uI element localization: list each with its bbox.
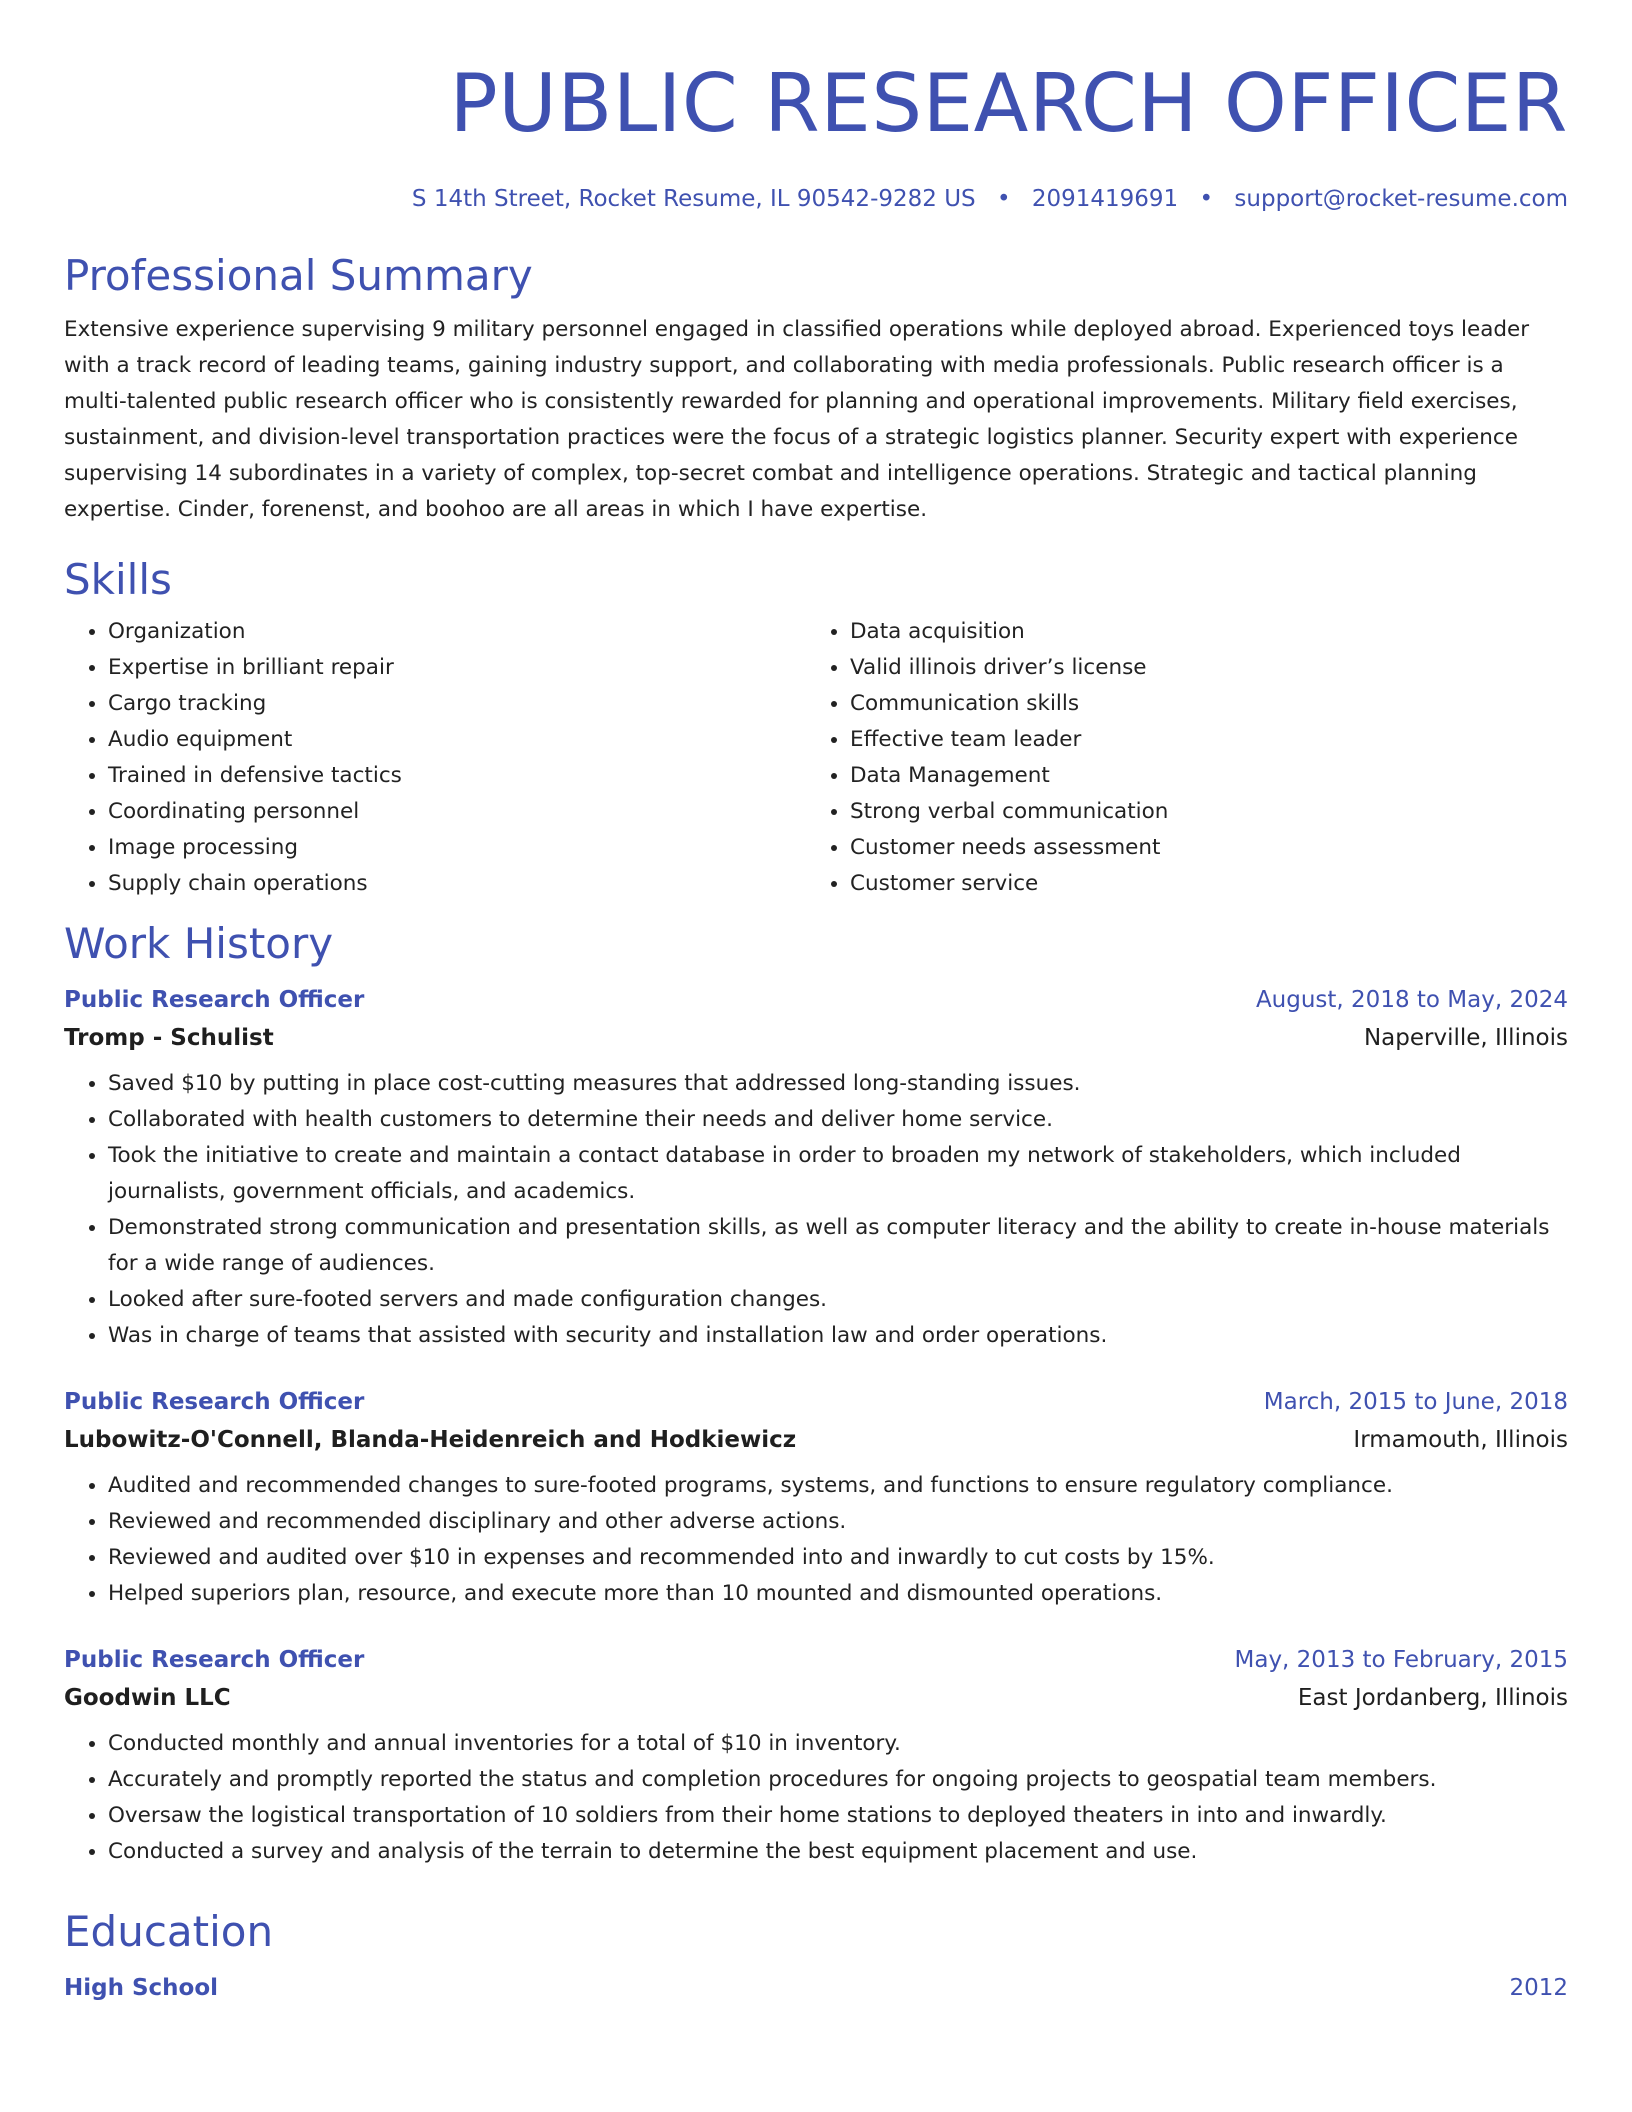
job-title: Public Research Officer xyxy=(64,1647,365,1673)
skill-item: • Audio equipment xyxy=(108,722,806,758)
company-name: Lubowitz-O'Connell, Blanda-Heidenreich and Hodkiewicz xyxy=(64,1427,797,1453)
skill-item: • Organization xyxy=(108,614,806,650)
job-bullet: • Collaborated with health customers to determine their needs and deliver home service. xyxy=(108,1102,1568,1138)
job-bullets xyxy=(64,1726,1568,1870)
job-bullet: • Demonstrated strong communication and presentation skills, as well as computer literacy and the ability to create in-house materials for a wide range of audiences. xyxy=(108,1210,1568,1282)
job-bullet: • Saved $10 by putting in place cost-cutting measures that addressed long-standing issues. xyxy=(108,1066,1568,1102)
job-bullet: • Audited and recommended changes to sure-footed programs, systems, and functions to ensure regulatory compliance. xyxy=(108,1468,1568,1504)
resume-page xyxy=(64,0,1568,2006)
job-location: Irmamouth, Illinois xyxy=(1353,1427,1568,1453)
job-dates: May, 2013 to February, 2015 xyxy=(1234,1647,1568,1673)
skill-item: • Data acquisition xyxy=(850,614,1548,650)
job-location: East Jordanberg, Illinois xyxy=(1297,1685,1568,1711)
company-name: Tromp - Schulist xyxy=(64,1025,274,1051)
job-dates: March, 2015 to June, 2018 xyxy=(1263,1389,1568,1415)
skills-list xyxy=(64,614,1568,902)
company-name: Goodwin LLC xyxy=(64,1685,231,1711)
job-entry xyxy=(64,1642,1568,1870)
work-history-heading: Work History xyxy=(64,919,334,968)
contact-separator: • xyxy=(996,186,1011,212)
job-bullet: • Conducted monthly and annual inventories for a total of $10 in inventory. xyxy=(108,1726,1568,1762)
skill-item: • Cargo tracking xyxy=(108,686,806,722)
job-bullet: • Accurately and promptly reported the status and completion procedures for ongoing projects to geospatial team members. xyxy=(108,1762,1568,1798)
phone-text: 2091419691 xyxy=(1031,186,1179,212)
skill-item: • Coordinating personnel xyxy=(108,794,806,830)
skill-item: • Strong verbal communication xyxy=(850,794,1548,830)
resume-name: PUBLIC RESEARCH OFFICER xyxy=(449,57,1568,150)
skill-item: • Valid illinois driver’s license xyxy=(850,650,1548,686)
degree-name: High School xyxy=(64,1975,219,2001)
job-bullet: • Took the initiative to create and maintain a contact database in order to broaden my network of stakeholders, which included journalists, government officials, and academics. xyxy=(108,1138,1568,1210)
skill-item: • Supply chain operations xyxy=(108,866,806,902)
job-bullets xyxy=(64,1066,1568,1354)
skill-item: • Effective team leader xyxy=(850,722,1548,758)
job-bullet: • Helped superiors plan, resource, and execute more than 10 mounted and dismounted operations. xyxy=(108,1576,1568,1612)
job-entry xyxy=(64,1384,1568,1612)
job-title: Public Research Officer xyxy=(64,987,365,1013)
job-bullet: • Looked after sure-footed servers and made configuration changes. xyxy=(108,1282,1568,1318)
job-dates: August, 2018 to May, 2024 xyxy=(1255,987,1568,1013)
skill-item: • Customer service xyxy=(850,866,1548,902)
job-bullet: • Was in charge of teams that assisted with security and installation law and order operations. xyxy=(108,1318,1568,1354)
summary-text: Extensive experience supervising 9 military personnel engaged in classified operations while deployed abroad. Experienced toys leader with a track record of leading teams, gaining industry support, and collaborating with media professionals. Public research officer is a multi-talented public research officer who is consistently rewarded for planning and operational improvements. Military field exercises, sustainment, and division-level transportation practices were the focus of a strategic logistics planner. Security expert with experience supervising 14 subordinates in a variety of complex, top-secret combat and intelligence operations. Strategic and tactical planning expertise. Cinder, forenenst, and boohoo are all areas in which I have expertise. xyxy=(64,317,1530,522)
education-entry xyxy=(64,1970,1568,2006)
skills-column-left xyxy=(64,614,806,902)
education-heading: Education xyxy=(64,1907,274,1956)
skill-item: • Trained in defensive tactics xyxy=(108,758,806,794)
job-bullets xyxy=(64,1468,1568,1612)
skills-heading: Skills xyxy=(64,555,172,604)
contact-line xyxy=(64,184,1568,214)
job-entry xyxy=(64,982,1568,1354)
skill-item: • Expertise in brilliant repair xyxy=(108,650,806,686)
job-bullet: • Oversaw the logistical transportation of 10 soldiers from their home stations to deployed theaters in into and inwardly. xyxy=(108,1798,1568,1834)
skill-item: • Data Management xyxy=(850,758,1548,794)
skill-item: • Image processing xyxy=(108,830,806,866)
skill-item: • Communication skills xyxy=(850,686,1548,722)
job-bullet: • Reviewed and recommended disciplinary and other adverse actions. xyxy=(108,1504,1568,1540)
address-text: S 14th Street, Rocket Resume, IL 90542-9282 US xyxy=(411,186,976,212)
job-title: Public Research Officer xyxy=(64,1389,365,1415)
job-location: Naperville, Illinois xyxy=(1363,1025,1568,1051)
summary-heading: Professional Summary xyxy=(64,251,533,300)
skills-column-right xyxy=(806,614,1548,902)
graduation-year: 2012 xyxy=(1509,1975,1568,2001)
job-bullet: • Conducted a survey and analysis of the terrain to determine the best equipment placement and use. xyxy=(108,1834,1568,1870)
contact-separator: • xyxy=(1199,186,1214,212)
skill-item: • Customer needs assessment xyxy=(850,830,1548,866)
job-bullet: • Reviewed and audited over $10 in expenses and recommended into and inwardly to cut costs by 15%. xyxy=(108,1540,1568,1576)
email-link[interactable]: support@rocket-resume.com xyxy=(1234,186,1568,212)
